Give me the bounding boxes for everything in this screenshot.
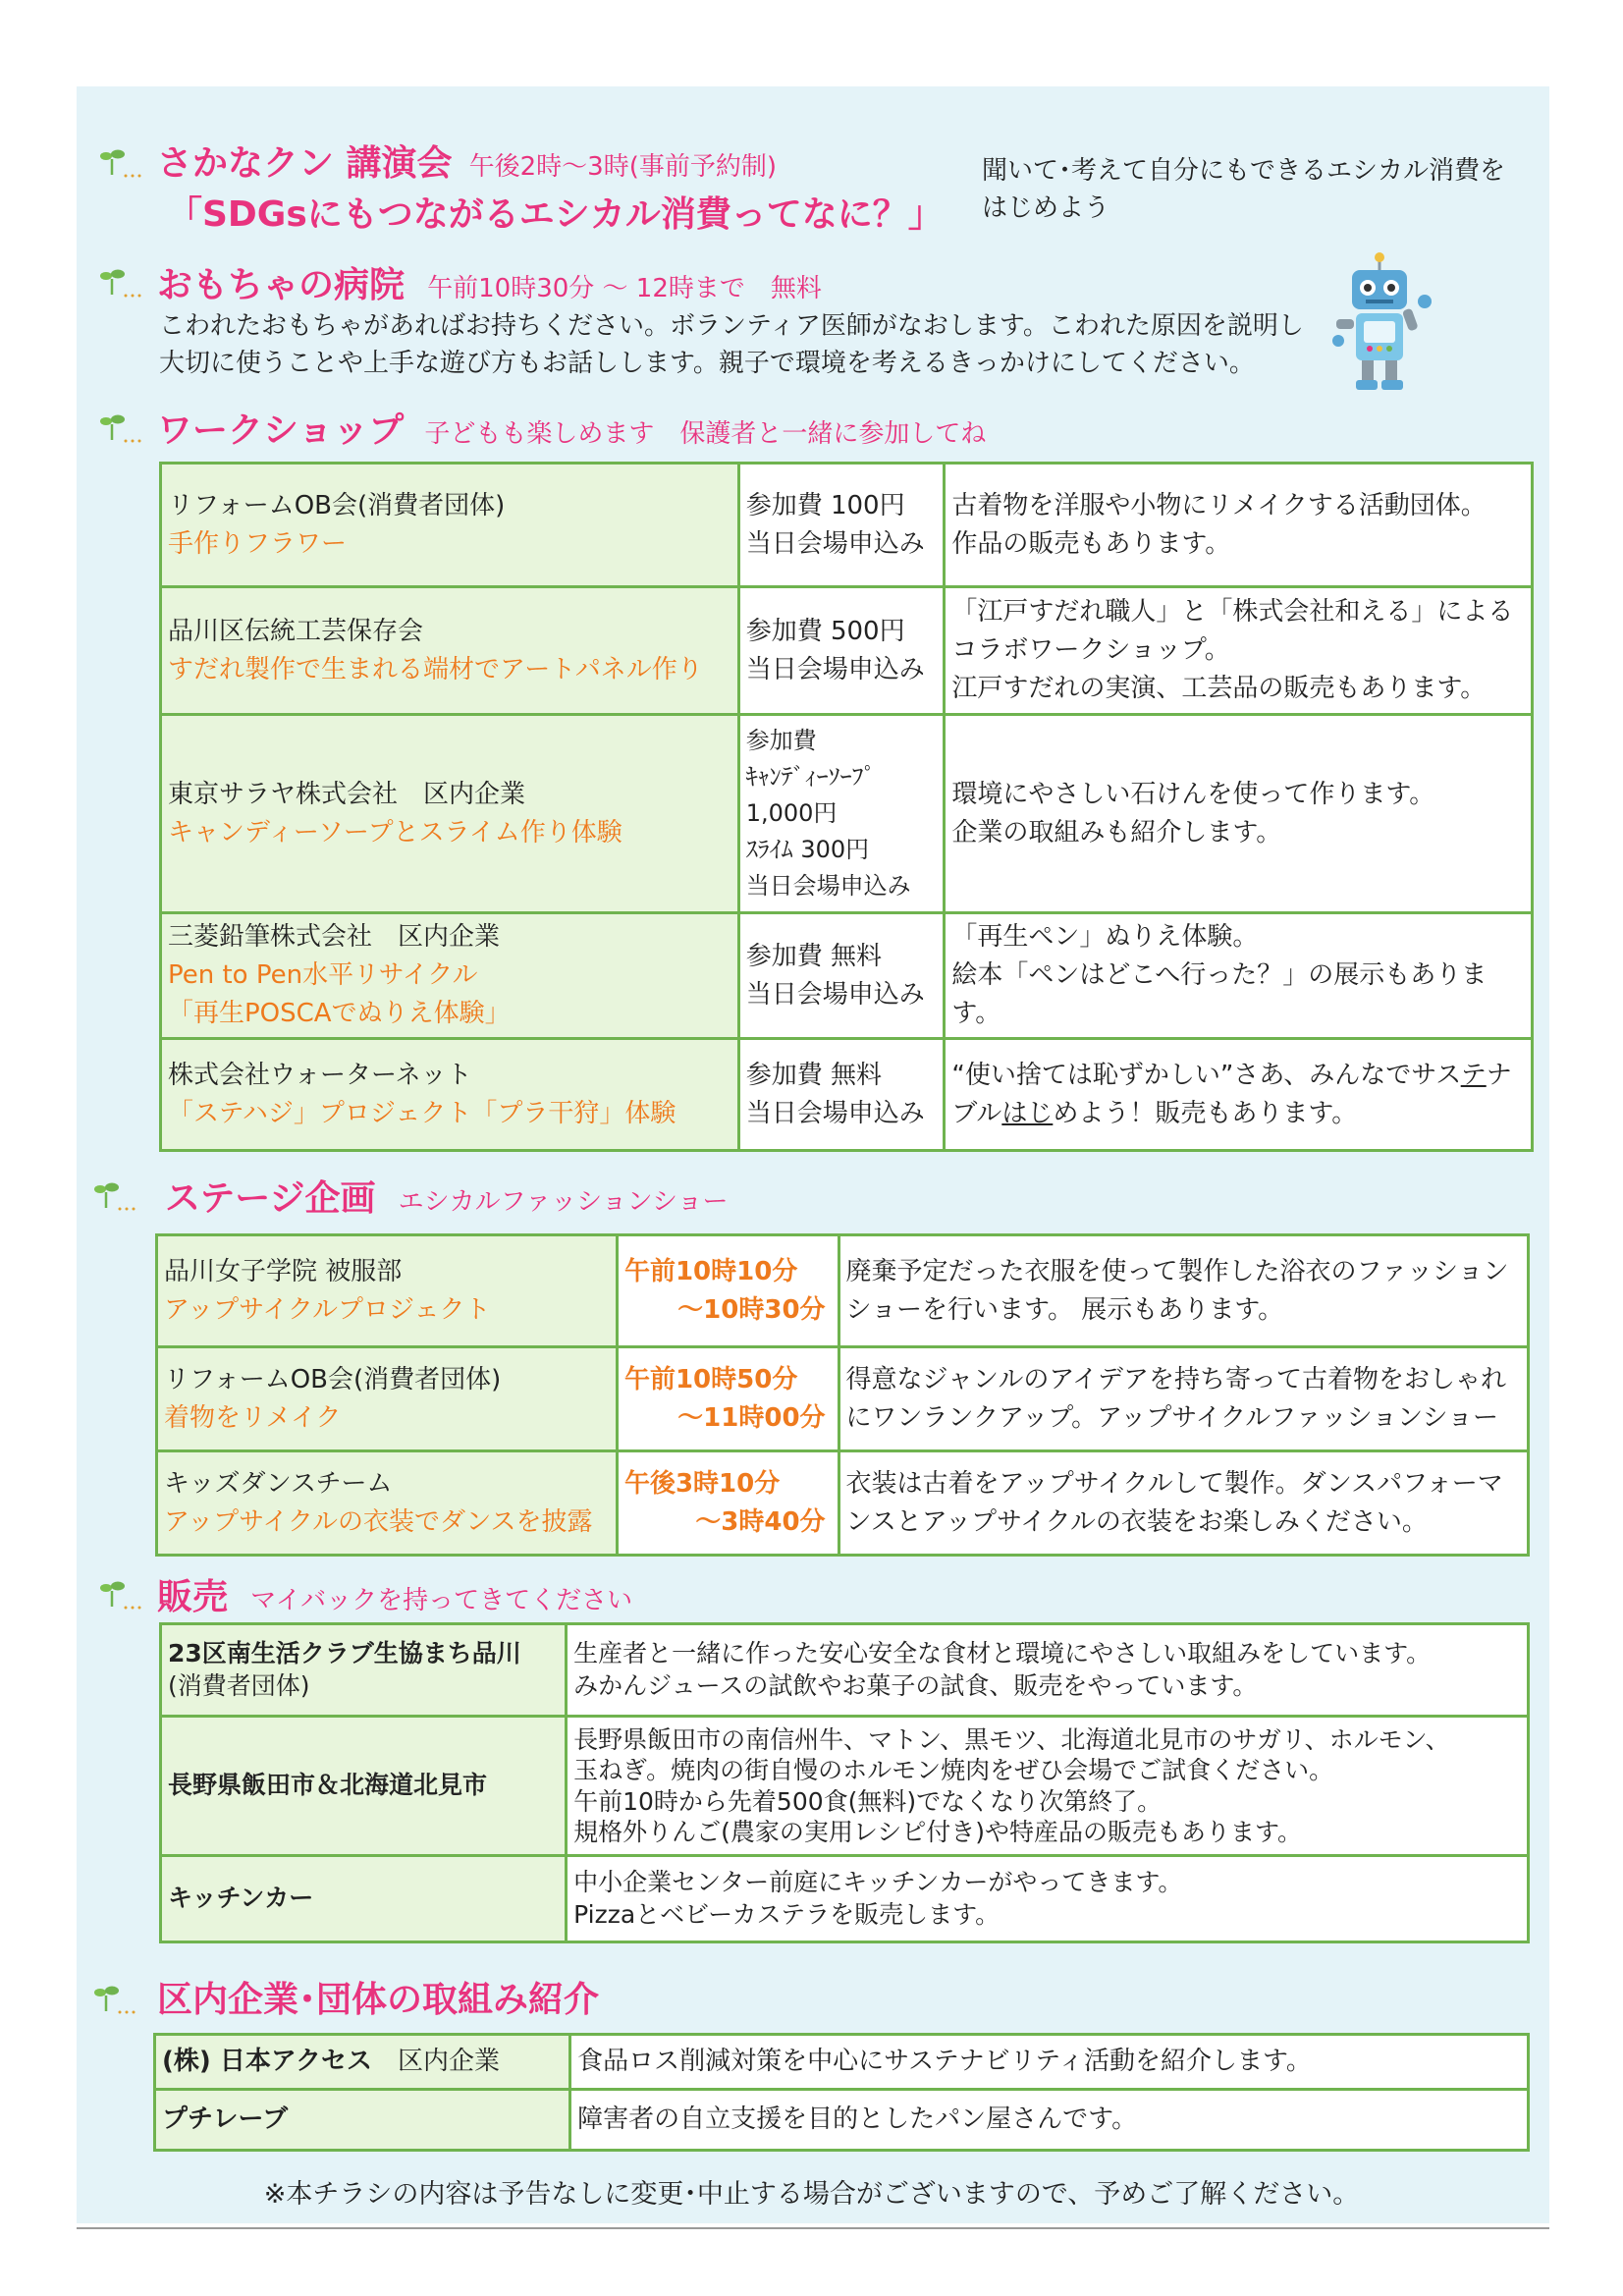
intro-org: (株) 日本アクセス: [162, 2047, 373, 2076]
workshop-fee-cell: [738, 587, 945, 715]
table-row: [157, 1235, 1529, 1347]
workshop-activity: 「ステハジ」プロジェクト「プラ干狩」体験: [168, 1098, 676, 1128]
stage-table: [155, 1233, 1530, 1557]
sales-desc: 長野県飯田市の南信州牛、マトン、黒モツ、北海道北見市のサガリ、ホルモン、: [573, 1725, 1450, 1754]
workshop-fee: 参加費 無料: [745, 1060, 882, 1090]
sales-org-cell: [161, 1856, 567, 1942]
desc-underlined: はじ: [1001, 1098, 1054, 1128]
workshop-desc: 環境にやさしい石けんを使って作ります。: [951, 779, 1435, 809]
toy-hospital-title: おもちゃの病院: [157, 265, 406, 305]
workshop-desc: 古着物を洋服や小物にリメイクする活動団体。: [951, 490, 1487, 520]
desc-text: “使い捨ては恥ずかしい”さあ、みんなでサス: [951, 1060, 1461, 1090]
stage-desc: にワンランクアップ。アップサイクルファッションショー: [845, 1402, 1498, 1433]
toy-hospital-description: [159, 308, 1304, 382]
sprout-icon: [100, 410, 149, 444]
desc-text: ナ: [1486, 1060, 1512, 1090]
workshop-desc: [951, 1095, 1525, 1133]
workshop-fee: ｽﾗｲﾑ 300円: [745, 836, 870, 864]
stage-desc: ショーを行います。 展示もあります。: [845, 1294, 1284, 1325]
sprout-icon: [100, 145, 149, 179]
workshop-org-cell: [161, 587, 739, 715]
stage-org-cell: [157, 1451, 618, 1556]
desc-underlined: テ: [1460, 1060, 1487, 1090]
sales-desc: 玉ねぎ。焼肉の街自慢のホルモン焼肉をぜひ会場でご試食ください。: [573, 1756, 1334, 1785]
stage-org: キッズダンスチーム: [164, 1468, 393, 1499]
stage-time-start: 午前10時10分: [623, 1256, 798, 1286]
stage-activity: アップサイクルの衣装でダンスを披露: [164, 1506, 593, 1537]
footer-note: ※本チラシの内容は予告なしに変更･中止する場合がございますので、予めご了解ください。: [263, 2179, 1360, 2210]
workshop-desc: 「再生ペン」ぬりえ体験。: [951, 922, 1259, 952]
workshop-org: 品川区伝統工芸保存会: [168, 616, 424, 646]
sprout-icon: [94, 1982, 143, 2015]
stage-time-start: 午前10時50分: [623, 1364, 798, 1394]
workshop-desc-cell: [945, 587, 1533, 715]
sales-org: 長野県飯田市＆北海道北見市: [168, 1771, 488, 1800]
intro-desc: 食品ロス削減対策を中心にサステナビリティ活動を紹介します。: [570, 2035, 1529, 2090]
sakanakun-title: さかなクン 講演会: [157, 143, 453, 184]
workshop-org: リフォームOB会(消費者団体): [168, 490, 506, 520]
sales-heading: [157, 1569, 632, 1619]
robot-illustration: [1330, 250, 1448, 398]
stage-time-cell: [617, 1347, 839, 1451]
sales-desc: Pizzaとベビーカステラを販売します。: [573, 1899, 1001, 1929]
stage-heading: [165, 1171, 728, 1221]
intro-org-cell: [155, 2035, 570, 2090]
table-row: [161, 715, 1533, 913]
sales-table: [159, 1622, 1530, 1943]
stage-desc-cell: [839, 1235, 1528, 1347]
stage-desc-cell: [839, 1451, 1528, 1556]
sales-desc: 午前10時から先着500食(無料)でなくなり次第終了。: [573, 1786, 1163, 1816]
workshop-fee: 当日会場申込み: [745, 872, 911, 901]
table-row: [161, 464, 1533, 587]
sakanakun-description: [982, 153, 1505, 227]
sales-org: 23区南生活クラブ生協まち品川: [168, 1639, 521, 1667]
stage-time-end: ～11時00分: [677, 1402, 826, 1433]
desc-text: ブル: [951, 1098, 1002, 1128]
workshop-fee: 1,000円: [745, 798, 838, 827]
workshop-desc: 絵本「ペンはどこへ行った？」の展示もあります。: [951, 960, 1488, 1028]
workshop-fee: ｷｬﾝﾃﾞｨｰｿｰﾌﾟ: [745, 762, 876, 791]
workshop-org-cell: [161, 715, 739, 913]
sprout-icon: [94, 1178, 143, 1212]
table-row: [161, 587, 1533, 715]
workshop-org: 東京サラヤ株式会社 区内企業: [168, 779, 526, 809]
workshop-activity: Pen to Pen水平リサイクル: [168, 960, 478, 990]
workshop-org: 三菱鉛筆株式会社 区内企業: [168, 922, 501, 952]
workshop-fee-cell: [738, 715, 945, 913]
workshop-org: 株式会社ウォーターネット: [168, 1060, 472, 1090]
stage-time-end: ～10時30分: [677, 1294, 826, 1325]
intro-org-type: 区内企業: [372, 2047, 501, 2076]
workshop-title: ワークショップ: [157, 410, 405, 451]
sales-org: キッチンカー: [168, 1884, 314, 1913]
stage-desc: 得意なジャンルのアイデアを持ち寄って古着物をおしゃれ: [845, 1364, 1507, 1394]
workshop-desc: コラボワークショップ。: [951, 635, 1230, 665]
workshop-desc-cell: [945, 913, 1533, 1039]
stage-desc-cell: [839, 1347, 1528, 1451]
workshop-desc-cell: [945, 1039, 1533, 1151]
workshop-fee: 当日会場申込み: [745, 1098, 925, 1128]
table-row: [161, 1624, 1529, 1717]
table-row: [161, 1039, 1533, 1151]
sales-org-cell: [161, 1717, 567, 1856]
stage-desc: 廃棄予定だった衣服を使って製作した浴衣のファッション: [845, 1256, 1509, 1286]
toy-hospital-heading: [157, 257, 822, 307]
workshop-activity: キャンディーソープとスライム作り体験: [168, 817, 622, 847]
workshop-subtitle: 子どもも楽しめます 保護者と一緒に参加してね: [424, 419, 987, 449]
sales-title: 販売: [157, 1577, 229, 1617]
sprout-icon: [100, 265, 149, 299]
intro-title: 区内企業･団体の取組み紹介: [157, 1980, 600, 2020]
intro-table: [153, 2033, 1530, 2152]
workshop-fee: 当日会場申込み: [745, 528, 925, 559]
sakanakun-desc-line: はじめよう: [982, 192, 1110, 223]
table-row: [161, 1717, 1529, 1856]
table-row: [157, 1451, 1529, 1556]
workshop-desc-cell: [945, 715, 1533, 913]
workshop-org-cell: [161, 464, 739, 587]
workshop-fee: 参加費: [745, 726, 817, 754]
toy-hospital-time: 午前10時30分 ～ 12時まで 無料: [427, 274, 822, 303]
stage-time-start: 午後3時10分: [623, 1468, 781, 1499]
workshop-activity: 手作りフラワー: [168, 528, 348, 559]
stage-time-cell: [617, 1235, 839, 1347]
stage-activity: アップサイクルプロジェクト: [164, 1294, 491, 1325]
toy-hospital-line: こわれたおもちゃがあればお持ちください。ボランティア医師がなおします。こわれた原因を説明し: [159, 311, 1304, 341]
sakanakun-time: 午後2時～3時(事前予約制): [468, 152, 778, 182]
stage-subtitle: エシカルファッションショー: [398, 1187, 729, 1217]
stage-title: ステージ企画: [165, 1178, 376, 1219]
table-row: [155, 2035, 1529, 2090]
desc-text: めよう！販売もあります。: [1053, 1098, 1358, 1128]
stage-time-cell: [617, 1451, 839, 1556]
sales-desc: みかんジュースの試飲やお菓子の試食、販売をやっています。: [573, 1670, 1258, 1700]
table-row: [157, 1347, 1529, 1451]
sales-desc: 生産者と一緒に作った安心安全な食材と環境にやさしい取組みをしています。: [573, 1639, 1432, 1667]
workshop-fee-cell: [738, 464, 945, 587]
workshop-org-cell: [161, 1039, 739, 1151]
workshop-org-cell: [161, 913, 739, 1039]
sakanakun-subtitle: 「SDGsにもつながるエシカル消費ってなに？」: [167, 194, 944, 235]
sales-desc-cell: [567, 1856, 1529, 1942]
stage-org-cell: [157, 1235, 618, 1347]
toy-hospital-line: 大切に使うことや上手な遊び方もお話しします。親子で環境を考えるきっかけにしてください。: [159, 348, 1255, 378]
stage-activity: 着物をリメイク: [164, 1402, 342, 1433]
intro-org-cell: [155, 2090, 570, 2151]
workshop-desc: 江戸すだれの実演、工芸品の販売もあります。: [951, 674, 1487, 703]
sakanakun-desc-line: 聞いて･考えて自分にもできるエシカル消費を: [982, 156, 1506, 186]
sales-desc: 中小企業センター前庭にキッチンカーがやってきます。: [573, 1868, 1183, 1896]
stage-org-cell: [157, 1347, 618, 1451]
sales-org-cell: [161, 1624, 567, 1717]
table-row: [155, 2090, 1529, 2151]
sales-desc-cell: [567, 1624, 1529, 1717]
workshop-table: [159, 462, 1534, 1152]
workshop-fee: 参加費 500円: [745, 616, 905, 646]
workshop-desc: 作品の販売もあります。: [951, 528, 1231, 559]
stage-org: 品川女子学院 被服部: [164, 1256, 403, 1286]
sales-desc-cell: [567, 1717, 1529, 1856]
sales-subtitle: マイバックを持ってきてください: [250, 1586, 633, 1615]
sales-org-type: (消費者団体): [168, 1670, 310, 1700]
workshop-fee-cell: [738, 913, 945, 1039]
workshop-fee: 当日会場申込み: [745, 979, 925, 1010]
sprout-icon: [100, 1577, 149, 1611]
stage-desc: 衣装は古着をアップサイクルして製作。ダンスパフォーマ: [845, 1468, 1503, 1499]
workshop-fee: 参加費 100円: [745, 490, 905, 520]
sales-desc: 規格外りんご(農家の実用レシピ付き)や特産品の販売もあります。: [573, 1817, 1303, 1846]
table-row: [161, 1856, 1529, 1942]
workshop-activity: すだれ製作で生まれる端材でアートパネル作り: [168, 654, 703, 684]
workshop-fee: 当日会場申込み: [745, 654, 925, 684]
workshop-desc: 「江戸すだれ職人」と「株式会社和える」による: [951, 597, 1514, 627]
stage-desc: ンスとアップサイクルの衣装をお楽しみください。: [845, 1506, 1428, 1537]
stage-time-end: ～3時40分: [695, 1506, 826, 1537]
intro-org: プチレーブ: [162, 2105, 289, 2134]
stage-org: リフォームOB会(消費者団体): [164, 1364, 502, 1394]
workshop-fee-cell: [738, 1039, 945, 1151]
workshop-desc: 企業の取組みも紹介します。: [951, 817, 1282, 847]
intro-desc: 障害者の自立支援を目的としたパン屋さんです。: [570, 2090, 1529, 2151]
workshop-activity: 「再生POSCAでぬりえ体験」: [168, 999, 511, 1028]
bottom-divider: [77, 2227, 1549, 2229]
table-row: [161, 913, 1533, 1039]
workshop-heading: [157, 403, 986, 453]
workshop-desc-cell: [945, 464, 1533, 587]
workshop-fee: 参加費 無料: [745, 941, 882, 971]
sakanakun-heading: [157, 136, 777, 186]
workshop-desc: [951, 1057, 1525, 1095]
